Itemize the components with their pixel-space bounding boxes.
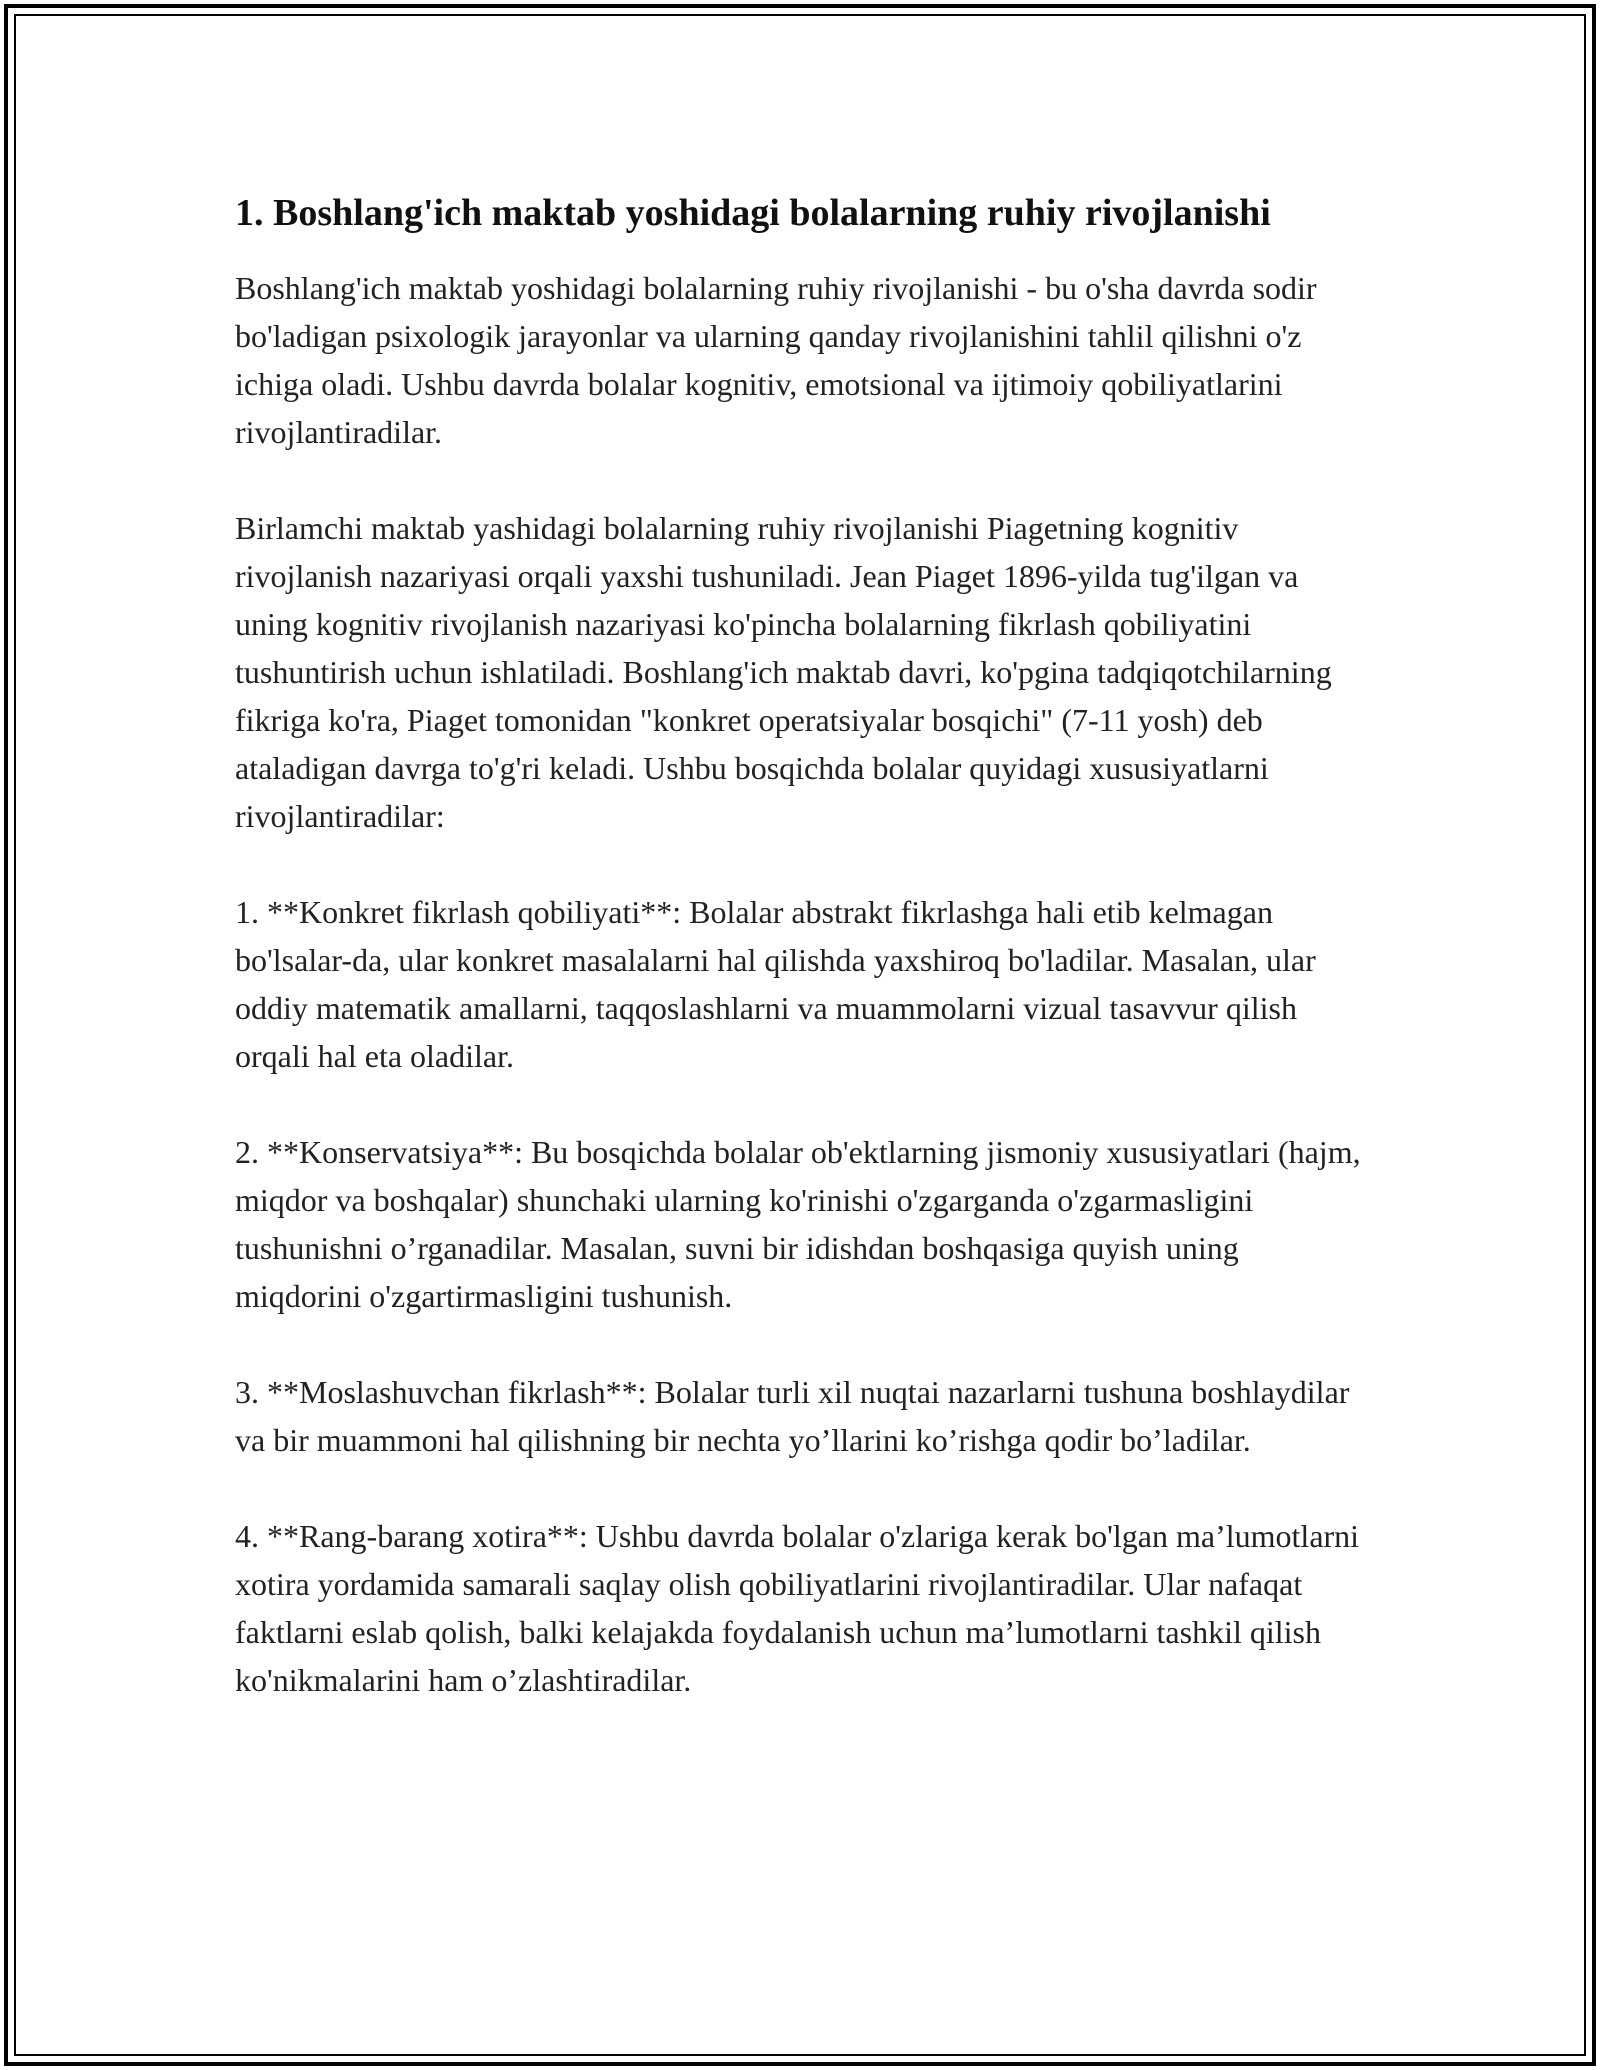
document-body	[235, 186, 1370, 1752]
list-item-memory: 4. **Rang-barang xotira**: Ushbu davrda bolalar o'zlariga kerak bo'lgan ma’lumotlarni xotira yordamida samarali saqlay olish qobiliyatlarini rivojlantiradilar. Ular nafaqat faktlarni eslab qolish, balki kelajakda foydalanish uchun ma’lumotlarni tashkil qilish ko'nikmalarini ham o’zlashtiradilar.	[235, 1518, 1360, 1698]
paragraph-piaget: Birlamchi maktab yashidagi bolalarning ruhiy rivojlanishi Piagetning kognitiv rivojlanish nazariyasi orqali yaxshi tushuniladi. Jean Piaget 1896-yilda tug'ilgan va uning kognitiv rivojlanish nazariyasi ko'pincha bolalarning fikrlash qobiliyatini tushuntirish uchun ishlatiladi. Boshlang'ich maktab davri, ko'pgina tadqiqotchilarning fikriga ko'ra, Piaget tomonidan "konkret operatsiyalar bosqichi" (7-11 yosh) deb ataladigan davrga to'g'ri keladi. Ushbu bosqichda bolalar quyidagi xususiyatlarni rivojlantiradilar:	[235, 510, 1332, 834]
list-item-concrete-thinking: 1. **Konkret fikrlash qobiliyati**: Bolalar abstrakt fikrlashga hali etib kelmagan bo'lsalar-da, ular konkret masalalarni hal qilishda yaxshiroq bo'ladilar. Masalan, ular oddiy matematik amallarni, taqqoslashlarni va muammolarni vizual tasavvur qilish orqali hal eta oladilar.	[235, 894, 1316, 1074]
paragraph-intro: Boshlang'ich maktab yoshidagi bolalarning ruhiy rivojlanishi - bu o'sha davrda sodir bo'ladigan psixologik jarayonlar va ularning qanday rivojlanishini tahlil qilishni o'z ichiga oladi. Ushbu davrda bolalar kognitiv, emotsional va ijtimoiy qobiliyatlarini rivojlantiradilar.	[235, 270, 1317, 450]
section-heading: 1. Boshlang'ich maktab yoshidagi bolalarning ruhiy rivojlanishi	[235, 192, 1271, 234]
list-item-flexible-thinking: 3. **Moslashuvchan fikrlash**: Bolalar turli xil nuqtai nazarlarni tushuna boshlaydilar va bir muammoni hal qilishning bir nechta yo’llarini ko’rishga qodir bo’ladilar.	[235, 1374, 1350, 1458]
list-item-conservation: 2. **Konservatsiya**: Bu bosqichda bolalar ob'ektlarning jismoniy xususiyatlari (hajm, miqdor va boshqalar) shunchaki ularning ko'rinishi o'zgarganda o'zgarmasligini tushunishni o’rganadilar. Masalan, suvni bir idishdan boshqasiga quyish uning miqdorini o'zgartirmasligini tushunish.	[235, 1134, 1361, 1314]
